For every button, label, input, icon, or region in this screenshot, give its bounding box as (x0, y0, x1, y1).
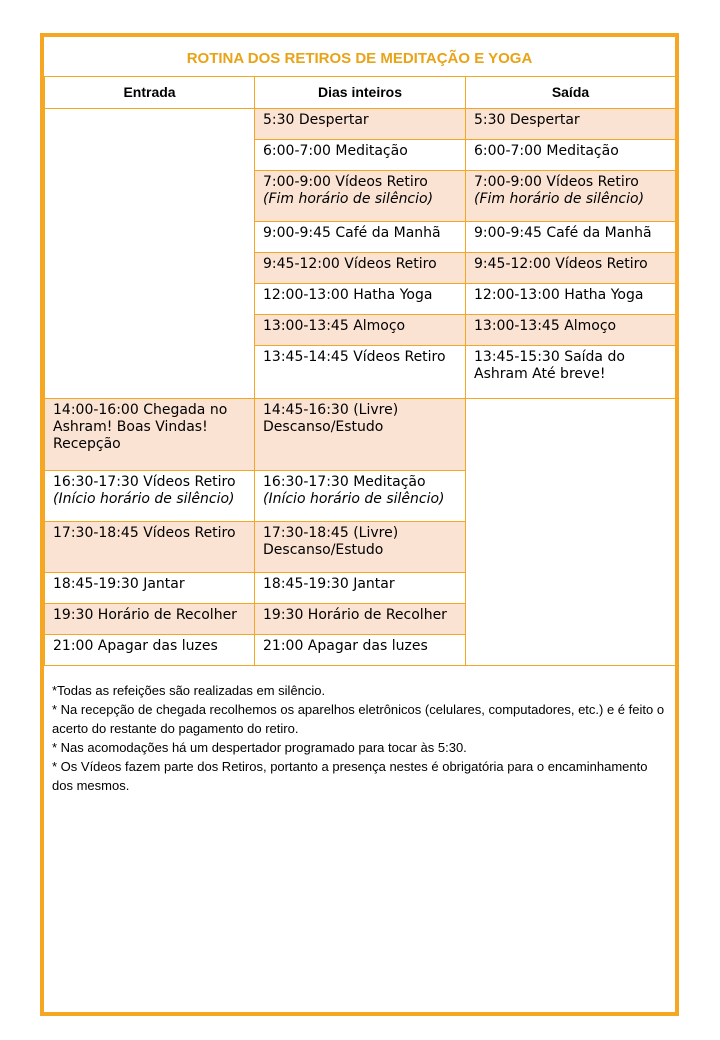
footnotes (52, 681, 667, 795)
footnote: * Na recepção de chegada recolhemos os aparelhos eletrônicos (celulares, computadores, etc.) e é feito o acerto do restante do pagamento do retiro. (52, 702, 665, 736)
entrada-empty-cell (45, 109, 255, 399)
saida-cell: 12:00-13:00 Hatha Yoga (466, 284, 676, 315)
schedule-table (44, 76, 676, 666)
dias-cell (255, 171, 466, 222)
page-title: ROTINA DOS RETIROS DE MEDITAÇÃO E YOGA (186, 50, 533, 67)
dias-cell: 6:00-7:00 Meditação (255, 140, 466, 171)
dias-text: 7:00-9:00 Vídeos Retiro (263, 174, 428, 190)
dias-cell: 9:45-12:00 Vídeos Retiro (255, 253, 466, 284)
entrada-cell (45, 471, 255, 522)
entrada-cell: 14:00-16:00 Chegada no Ashram! Boas Vindas! Recepção (45, 399, 255, 471)
table-row (45, 399, 676, 471)
dias-cell: 18:45-19:30 Jantar (255, 573, 466, 604)
dias-cell: 19:30 Horário de Recolher (255, 604, 466, 635)
saida-cell: 5:30 Despertar (466, 109, 676, 140)
dias-note: (Fim horário de silêncio) (263, 191, 434, 207)
header-saida: Saída (466, 77, 676, 109)
dias-cell: 9:00-9:45 Café da Manhã (255, 222, 466, 253)
footnote: * Os Vídeos fazem parte dos Retiros, portanto a presença nestes é obrigatória para o encaminhamento dos mesmos. (52, 759, 648, 793)
entrada-cell: 18:45-19:30 Jantar (45, 573, 255, 604)
entrada-cell: 17:30-18:45 Vídeos Retiro (45, 522, 255, 573)
table-row (45, 109, 676, 140)
dias-cell: 17:30-18:45 (Livre) Descanso/Estudo (255, 522, 466, 573)
dias-cell: 13:00-13:45 Almoço (255, 315, 466, 346)
saida-cell: 9:00-9:45 Café da Manhã (466, 222, 676, 253)
dias-cell: 5:30 Despertar (255, 109, 466, 140)
dias-cell: 14:45-16:30 (Livre) Descanso/Estudo (255, 399, 466, 471)
header-dias-inteiros: Dias inteiros (255, 77, 466, 109)
saida-cell: 6:00-7:00 Meditação (466, 140, 676, 171)
footnote: * Nas acomodações há um despertador programado para tocar às 5:30. (52, 740, 467, 755)
dias-cell (255, 471, 466, 522)
header-entrada: Entrada (45, 77, 255, 109)
saida-note: (Fim horário de silêncio) (474, 191, 645, 207)
footnote: *Todas as refeições são realizadas em silêncio. (52, 683, 326, 698)
saida-cell: 9:45-12:00 Vídeos Retiro (466, 253, 676, 284)
entrada-text: 16:30-17:30 Vídeos Retiro (53, 474, 236, 490)
dias-cell: 12:00-13:00 Hatha Yoga (255, 284, 466, 315)
saida-cell (466, 171, 676, 222)
entrada-note: (Início horário de silêncio) (53, 491, 235, 507)
saida-cell: 13:45-15:30 Saída do Ashram Até breve! (466, 346, 676, 399)
saida-cell: 13:00-13:45 Almoço (466, 315, 676, 346)
dias-text: 16:30-17:30 Meditação (263, 474, 426, 490)
entrada-cell: 21:00 Apagar das luzes (45, 635, 255, 666)
header-row (45, 77, 676, 109)
saida-text: 7:00-9:00 Vídeos Retiro (474, 174, 639, 190)
dias-cell: 13:45-14:45 Vídeos Retiro (255, 346, 466, 399)
saida-empty-cell (466, 399, 676, 666)
entrada-cell: 19:30 Horário de Recolher (45, 604, 255, 635)
dias-cell: 21:00 Apagar das luzes (255, 635, 466, 666)
dias-note: (Início horário de silêncio) (263, 491, 445, 507)
